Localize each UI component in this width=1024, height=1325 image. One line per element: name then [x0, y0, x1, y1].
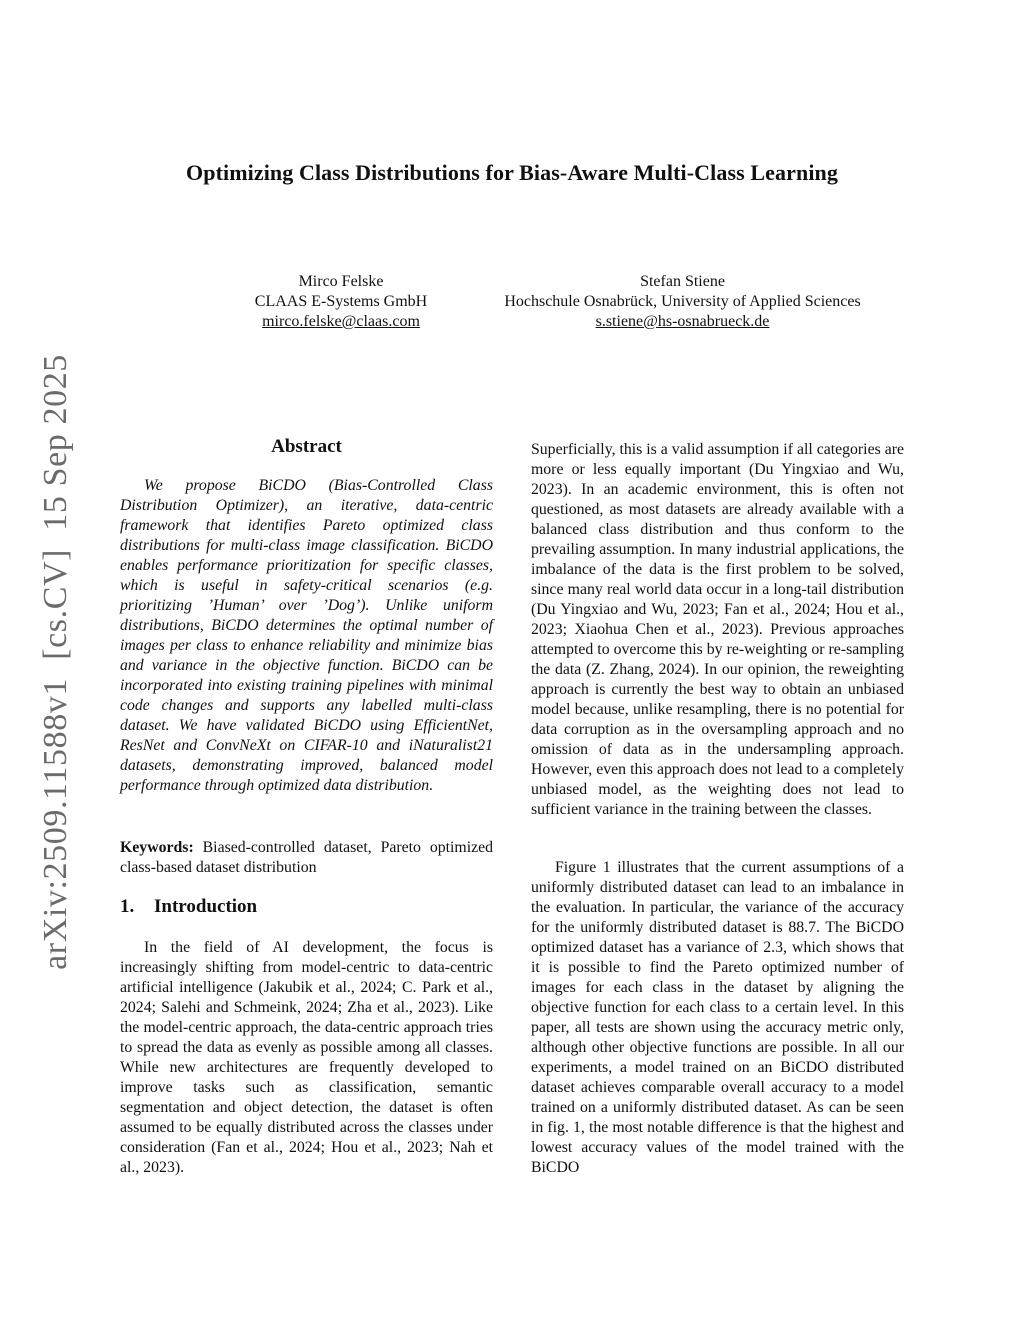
abstract-text: We propose BiCDO (Bias-Controlled Class Distribution Optimizer), an iterative, data-centric framework that identifies Pareto optimized class distributions for multi-class image classification. BiCDO enables performance prioritization for specific classes, which is useful in safety-critical scenarios (e.g. prioritizing ’Human’ over ’Dog’). Unlike uniform distributions, BiCDO determines the optimal number of images per class to enhance reliability and minimize bias and variance in the objective function. BiCDO can be incorporated into existing training pipelines with minimal code changes and supports any labelled multi-class dataset. We have validated BiCDO using EfficientNet, ResNet and ConvNeXt on CIFAR-10 and iNaturalist21 datasets, demonstrating improved, balanced model performance through optimized data distribution. [120, 477, 493, 794]
author-block-1 [230, 272, 452, 332]
author-email-link[interactable]: s.stiene@hs-osnabrueck.de [595, 313, 770, 330]
abstract-heading: Abstract [271, 436, 342, 457]
body-paragraph: Superficially, this is a valid assumption if all categories are more or less equally important (Du Yingxiao and Wu, 2023). In an academic environment, this is often not questioned, as most datasets are already available with a balanced class distribution and thus conform to the prevailing assumption. In many industrial applications, the imbalance of the data is the first problem to be solved, since many real world data occur in a long-tail distribution (Du Yingxiao and Wu, 2023; Fan et al., 2024; Hou et al., 2023; Xiaohua Chen et al., 2023). Previous approaches attempted to overcome this by re-weighting or re-sampling the data (Z. Zhang, 2024). In our opinion, the reweighting approach is currently the best way to obtain an unbiased model because, unlike resampling, there is no potential for data corruption as in the oversampling approach and no omission of data as in the undersampling approach. However, even this approach does not lead to a completely unbiased model, as the weighting does not lead to sufficient variance in the training between the classes. [531, 441, 904, 818]
intro-paragraph: In the field of AI development, the focus is increasingly shifting from model-centric to data-centric artificial intelligence (Jakubik et al., 2024; C. Park et al., 2024; Salehi and Schmeink, 2024; Zha et al., 2023). Like the model-centric approach, the data-centric approach tries to spread the data as evenly as possible among all classes. While new architectures are frequently developed to improve tasks such as classification, semantic segmentation and object detection, the dataset is often assumed to be equally distributed across the classes under consideration (Fan et al., 2024; Hou et al., 2023; Nah et al., 2023). [120, 939, 493, 1176]
keywords-text: Biased-controlled dataset, Pareto optimized class-based dataset distribution [120, 839, 494, 876]
abstract-body [120, 476, 493, 796]
author-name: Mirco Felske [298, 273, 384, 290]
paper-title: Optimizing Class Distributions for Bias-Aware Multi-Class Learning [186, 160, 838, 185]
right-column-paragraph-1 [531, 440, 904, 820]
author-block-2 [480, 272, 885, 332]
keywords-label: Keywords: [120, 839, 194, 856]
body-paragraph: Figure 1 illustrates that the current assumptions of a uniformly distributed dataset can lead to an imbalance in the evaluation. In particular, the variance of the accuracy for the uniformly distributed dataset is 88.7. The BiCDO optimized dataset has a variance of 2.3, which shows that it is possible to find the Pareto optimized number of images for each class in the dataset by aligning the objective function for each class to a certain level. In this paper, all tests are shown using the accuracy metric only, although other objective functions are possible. In all our experiments, a model trained on an BiCDO distributed dataset achieves comparable overall accuracy to a model trained on a uniformly distributed dataset. As can be seen in fig. 1, the most notable difference is that the highest and lowest accuracy values of the model trained with the BiCDO [531, 859, 904, 1176]
author-affiliation: CLAAS E-Systems GmbH [254, 293, 428, 310]
arxiv-identifier-stamp: arXiv:2509.11588v1 [cs.CV] 15 Sep 2025 [37, 354, 74, 970]
introduction-body [120, 938, 493, 1178]
author-name: Stefan Stiene [640, 273, 725, 290]
section-number: 1. [120, 896, 135, 917]
author-affiliation: Hochschule Osnabrück, University of Applied Sciences [504, 293, 861, 310]
keywords-block [120, 838, 493, 878]
right-column-paragraph-2 [531, 858, 904, 1178]
section-title: Introduction [154, 896, 258, 917]
section-heading-introduction [120, 896, 257, 918]
author-email-link[interactable]: mirco.felske@claas.com [262, 313, 420, 330]
